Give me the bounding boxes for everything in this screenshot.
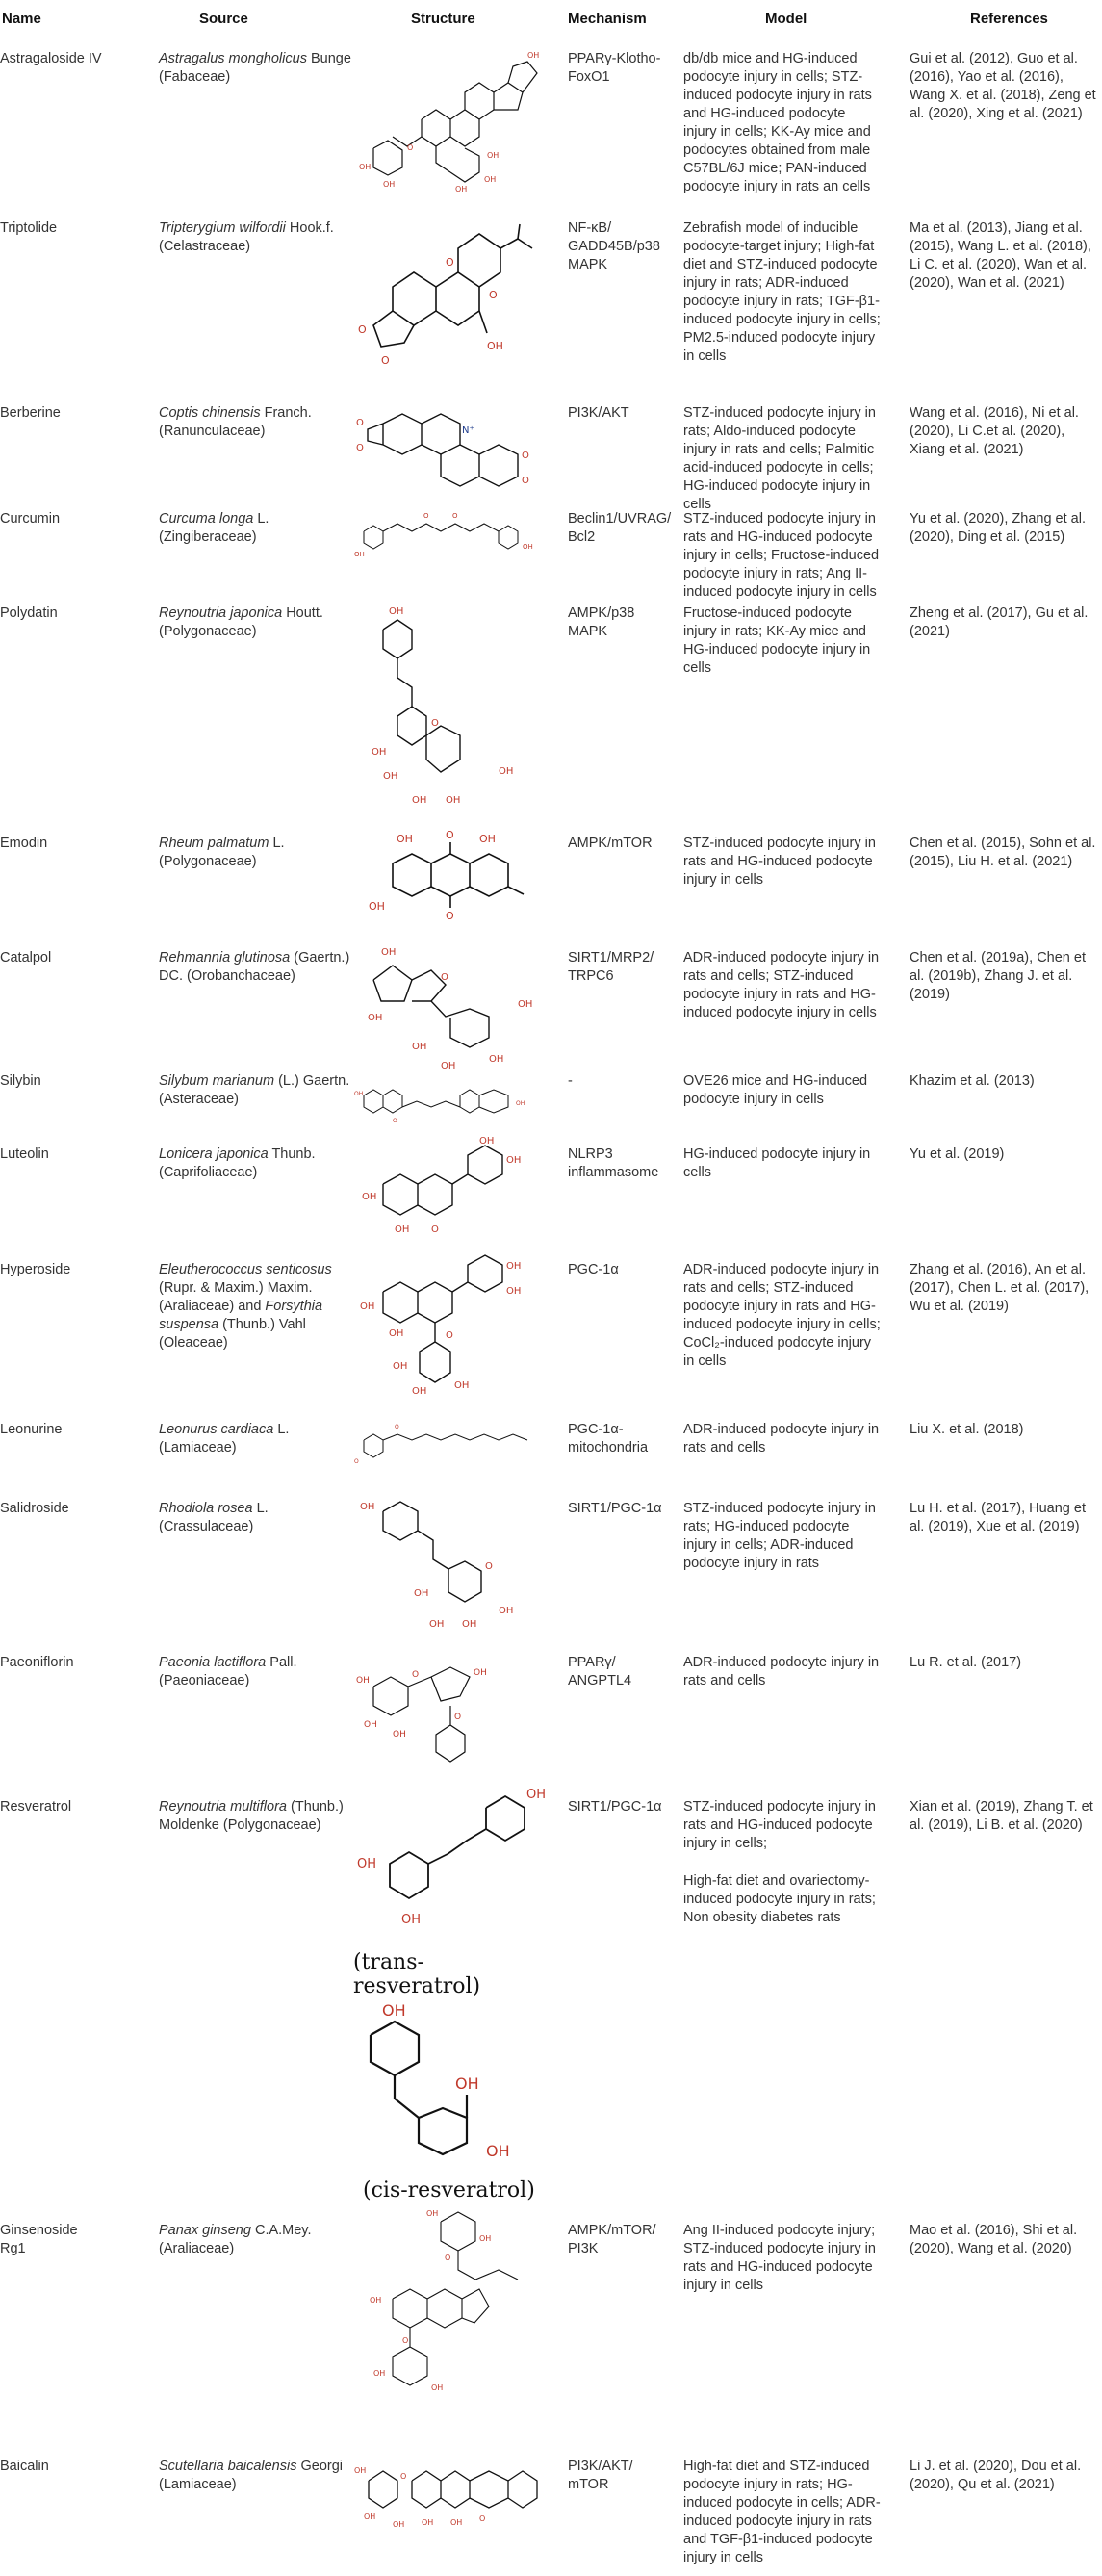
compound-source — [159, 50, 351, 87]
header-name: Name — [2, 11, 41, 27]
compound-source — [159, 404, 351, 441]
table-row — [0, 1490, 1102, 1633]
atom-label: O — [446, 910, 454, 922]
structure-image — [354, 1076, 547, 1124]
structure-image — [354, 42, 547, 196]
atom-label: OH — [401, 1913, 422, 1927]
species-name: Rhodiola rosea — [159, 1501, 253, 1516]
compound-source — [159, 1072, 351, 1109]
model: STZ-induced podocyte injury in rats; HG-induced podocyte injury in cells; ADR-induced podocyte injury in rats — [683, 1501, 876, 1571]
atom-label: OH — [373, 2369, 386, 2378]
atom-label: OH — [412, 1042, 427, 1052]
atom-label: OH — [389, 1328, 404, 1339]
references: Liu X. et al. (2018) — [910, 1422, 1024, 1437]
atom-label: OH — [370, 2296, 382, 2305]
atom-label: OH — [360, 1301, 375, 1312]
species-name: Leonurus cardiaca — [159, 1422, 274, 1437]
table-row — [0, 40, 1102, 196]
mechanism: PI3K/AKT — [568, 405, 629, 421]
source-detail: Franch. (Ranunculaceae) — [159, 405, 312, 439]
references: Lu R. et al. (2017) — [910, 1655, 1022, 1670]
atom-label: O — [400, 2472, 407, 2481]
model-text: STZ-induced podocyte injury in rats and HG-induced podocyte injury in cells; — [683, 1799, 876, 1851]
structure-image — [354, 395, 547, 501]
references: Wang et al. (2016), Ni et al. (2020), Li C.et al. (2020), Xiang et al. (2021) — [910, 405, 1079, 457]
species-name: Tripterygium wilfordii — [159, 220, 286, 236]
table-header — [0, 0, 1102, 39]
species-name: Rheum palmatum — [159, 836, 269, 851]
mechanism: SIRT1/MRP2/ TRPC6 — [568, 950, 654, 984]
source-detail: (Thunb.) Moldenke (Polygonaceae) — [159, 1799, 344, 1833]
compound-name: Berberine — [0, 405, 61, 421]
structure-image — [354, 1136, 547, 1237]
atom-label: O — [358, 323, 367, 336]
atom-label: O — [522, 476, 529, 486]
atom-label: O — [446, 256, 454, 269]
species-name: Reynoutria multiflora — [159, 1799, 287, 1815]
table-row — [0, 1063, 1102, 1140]
atom-label: OH — [369, 900, 385, 913]
compound-name: Resveratrol — [0, 1799, 72, 1815]
model: STZ-induced podocyte injury in rats; Aldo-induced podocyte injury in rats and cells; Palmitic acid-induced podocyte in cells; HG-induced podocyte injury in cells — [683, 405, 876, 512]
model: OVE26 mice and HG-induced podocyte injury in cells — [683, 1073, 868, 1107]
atom-label: O — [412, 1670, 420, 1680]
species-name: Silybum marianum — [159, 1073, 275, 1089]
references: Chen et al. (2015), Sohn et al. (2015), Liu H. et al. (2021) — [910, 836, 1096, 869]
compound-source — [159, 1500, 351, 1536]
mechanism: PI3K/AKT/ mTOR — [568, 2459, 633, 2492]
model: Ang II-induced podocyte injury; STZ-induced podocyte injury in rats and HG-induced podocyte injury in cells — [683, 2223, 876, 2293]
table-row — [0, 1789, 1102, 2212]
table-row — [0, 501, 1102, 600]
atom-label: OH — [446, 795, 461, 806]
atom-label: OH — [383, 180, 396, 189]
model-text: High-fat diet and ovariectomy-induced podocyte injury in rats; Non obesity diabetes rats — [683, 1873, 876, 1925]
references: Ma et al. (2013), Jiang et al. (2015), Wang L. et al. (2018), Li C. et al. (2020), Wan et al. (2020), Wan et al. (2021) — [910, 220, 1091, 291]
header-references: References — [970, 11, 1048, 27]
atom-label: OH — [479, 1136, 495, 1146]
atom-label: OH — [362, 1192, 377, 1202]
compound-name: Paeoniflorin — [0, 1655, 74, 1670]
atom-label: OH — [368, 1013, 383, 1023]
model: Fructose-induced podocyte injury in rats; KK-Ay mice and HG-induced podocyte injury in cells — [683, 605, 871, 676]
atom-label: OH — [383, 771, 398, 782]
atom-label: O — [485, 1561, 493, 1572]
atom-label: O — [479, 2514, 486, 2523]
atom-label: O — [354, 1458, 359, 1465]
atom-label: OH — [527, 51, 540, 60]
atom-label: OH — [499, 766, 514, 777]
compound-source — [159, 510, 351, 547]
atom-label: OH — [479, 2234, 492, 2243]
atom-label: OH — [359, 163, 372, 171]
header-model: Model — [765, 11, 807, 27]
source-detail: Hook.f. (Celastraceae) — [159, 220, 334, 254]
atom-label: OH — [354, 551, 365, 558]
model: ADR-induced podocyte injury in rats and cells — [683, 1422, 880, 1455]
references: Xian et al. (2019), Zhang T. et al. (2019), Li B. et al. (2020) — [910, 1799, 1093, 1833]
mechanism: PGC-1α — [568, 1262, 619, 1277]
source-detail: L. (Polygonaceae) — [159, 836, 285, 869]
structure-image — [354, 601, 547, 822]
atom-label: OH — [357, 1857, 377, 1871]
compound-source — [159, 835, 351, 871]
references: Lu H. et al. (2017), Huang et al. (2019), Xue et al. (2019) — [910, 1501, 1086, 1534]
compound-name: Triptolide — [0, 220, 58, 236]
references: Khazim et al. (2013) — [910, 1073, 1035, 1089]
species-name: Rehmannia glutinosa — [159, 950, 291, 966]
atom-label: OH — [414, 1588, 429, 1599]
references: Yu et al. (2020), Zhang et al. (2020), Ding et al. (2015) — [910, 511, 1086, 545]
atom-label: OH — [462, 1619, 477, 1630]
structure-image — [354, 219, 547, 374]
atom-label: OH — [372, 747, 387, 758]
compound-source — [159, 1798, 351, 1835]
atom-label: O — [431, 1224, 439, 1235]
atom-label: OH — [487, 151, 500, 160]
structure-image — [354, 2452, 547, 2538]
atom-label: OH — [393, 1361, 408, 1372]
atom-label: OH — [364, 2512, 376, 2521]
atom-label: OH — [397, 833, 413, 845]
species-name: Coptis chinensis — [159, 405, 261, 421]
species-name: Paeonia lactiflora — [159, 1655, 267, 1670]
atom-label: O — [454, 1713, 462, 1722]
table-row — [0, 395, 1102, 512]
references: Li J. et al. (2020), Dou et al. (2020), Qu et al. (2021) — [910, 2459, 1082, 2492]
atom-label: N⁺ — [462, 425, 474, 436]
atom-label: OH — [506, 1155, 522, 1166]
atom-label: OH — [516, 1100, 525, 1107]
atom-label: OH — [474, 1668, 487, 1678]
atom-label: OH — [499, 1606, 514, 1616]
source-detail: Thunb. (Caprifoliaceae) — [159, 1146, 316, 1180]
atom-label: OH — [479, 833, 496, 845]
source-detail: Bunge (Fabaceae) — [159, 51, 351, 85]
source-detail: (Thunb.) Vahl (Oleaceae) — [159, 1317, 306, 1351]
atom-label: OH — [441, 1061, 456, 1071]
compound-name: Catalpol — [0, 950, 52, 966]
structure-image — [354, 941, 547, 1076]
model: STZ-induced podocyte injury in rats and HG-induced podocyte injury in cells; Fructose-induced podocyte injury in rats; Ang II-induced podocyte injury in cells — [683, 511, 880, 600]
mechanism: AMPK/p38 MAPK — [568, 605, 635, 639]
atom-label: O — [356, 443, 364, 453]
atom-label: OH — [489, 1054, 504, 1065]
structure-caption: (cis-resveratrol) — [363, 2178, 535, 2202]
compound-source — [159, 1421, 351, 1457]
atom-label: O — [393, 1118, 397, 1124]
model: High-fat diet and STZ-induced podocyte injury in rats; HG-induced podocyte in cells; ADR-induced podocyte injury in rats and TGF-β1-induced podocyte injury in cells — [683, 2459, 881, 2565]
species-name: Scutellaria baicalensis — [159, 2459, 297, 2474]
mechanism: NLRP3 inflammasome — [568, 1146, 659, 1180]
compound-name: Curcumin — [0, 511, 61, 527]
atom-label: OH — [389, 606, 404, 617]
atom-label: O — [356, 418, 364, 428]
structure-caption: (trans-resveratrol) — [353, 1950, 481, 1998]
atom-label: O — [441, 972, 448, 983]
mechanism: SIRT1/PGC-1α — [568, 1501, 662, 1516]
atom-label: OH — [450, 2518, 463, 2527]
structure-image — [354, 1648, 547, 1773]
compound-name: Leonurine — [0, 1422, 63, 1437]
species-name: Panax ginseng — [159, 2223, 251, 2238]
atom-label: OH — [422, 2518, 434, 2527]
species-name: Lonicera japonica — [159, 1146, 269, 1162]
atom-label: O — [395, 1424, 399, 1430]
atom-label: OH — [506, 1286, 522, 1297]
references: Mao et al. (2016), Shi et al. (2020), Wang et al. (2020) — [910, 2223, 1078, 2256]
source-detail: Pall. (Paeoniaceae) — [159, 1655, 297, 1688]
atom-label: O — [446, 1330, 453, 1341]
source-detail: C.A.Mey. (Araliaceae) — [159, 2223, 312, 2256]
atom-label: OH — [382, 2002, 406, 2020]
source-detail: Georgi (Lamiaceae) — [159, 2459, 344, 2492]
compound-name: Silybin — [0, 1073, 41, 1089]
table-row — [0, 210, 1102, 381]
header-source: Source — [199, 11, 248, 27]
structure-image — [354, 1253, 547, 1398]
species-name: Astragalus mongholicus — [159, 51, 307, 66]
header-mechanism: Mechanism — [568, 11, 647, 27]
atom-label: O — [445, 2254, 451, 2262]
atom-label: O — [522, 451, 529, 461]
compound-source — [159, 605, 351, 641]
model: ADR-induced podocyte injury in rats and cells; STZ-induced podocyte injury in rats and HG-induced podocyte injury in cells — [683, 950, 880, 1020]
atom-label: O — [407, 143, 414, 152]
model: Zebrafish model of inducible podocyte-target injury; High-fat diet and STZ-induced podocyte injury in rats; ADR-induced podocyte injury in rats; TGF-β1-induced podocyte injury in cells; PM2.5-induced podocyte injury in cells — [683, 220, 881, 364]
atom-label: O — [402, 2336, 409, 2345]
atom-label: OH — [518, 999, 533, 1010]
header-structure: Structure — [411, 11, 475, 27]
atom-label: OH — [356, 1676, 370, 1686]
atom-label: OH — [364, 1720, 377, 1730]
atom-label: OH — [455, 185, 468, 193]
atom-label: OH — [393, 1730, 406, 1739]
table-row — [0, 1251, 1102, 1401]
mechanism: Beclin1/UVRAG/ Bcl2 — [568, 511, 672, 545]
table-row — [0, 1644, 1102, 1777]
atom-label: OH — [354, 1091, 364, 1097]
mechanism: AMPK/mTOR — [568, 836, 653, 851]
atom-label: OH — [523, 543, 533, 551]
compound-name: Emodin — [0, 836, 48, 851]
compound-name: Hyperoside — [0, 1262, 71, 1277]
source-detail: L. (Crassulaceae) — [159, 1501, 269, 1534]
references: Gui et al. (2012), Guo et al. (2016), Yao et al. (2016), Wang X. et al. (2018), Zeng et al. (2020), Xing et al. (2021) — [910, 51, 1096, 121]
table-row — [0, 2209, 1102, 2392]
atom-label: OH — [354, 2466, 367, 2475]
compound-name: Ginsenoside Rg1 — [0, 2223, 78, 2256]
atom-label: OH — [426, 2209, 439, 2218]
structure-image — [342, 1789, 549, 2202]
atom-label: OH — [360, 1502, 375, 1512]
species-name: Eleutherococcus senticosus — [159, 1262, 332, 1277]
source-detail: (L.) Gaertn. (Asteraceae) — [159, 1073, 350, 1107]
references: Zhang et al. (2016), An et al. (2017), Chen L. et al. (2017), Wu et al. (2019) — [910, 1262, 1089, 1314]
compound-source — [159, 2458, 351, 2494]
atom-label: OH — [526, 1789, 547, 1802]
atom-label: OH — [381, 947, 397, 958]
compound-source — [159, 219, 351, 256]
atom-label: OH — [412, 1386, 427, 1397]
mechanism: SIRT1/PGC-1α — [568, 1799, 662, 1815]
compound-name: Polydatin — [0, 605, 58, 621]
species-name: Forsythia suspensa — [159, 1299, 323, 1332]
compound-name: Luteolin — [0, 1146, 49, 1162]
table-row — [0, 825, 1102, 939]
model — [683, 1798, 881, 1927]
source-detail: L. (Zingiberaceae) — [159, 511, 269, 545]
atom-label: OH — [506, 1261, 522, 1272]
atom-label: OH — [412, 795, 427, 806]
atom-label: O — [446, 829, 454, 841]
model: ADR-induced podocyte injury in rats and cells — [683, 1655, 880, 1688]
atom-label: OH — [455, 2074, 479, 2093]
source-detail: (Gaertn.) DC. (Orobanchaceae) — [159, 950, 350, 984]
table-row — [0, 940, 1102, 1079]
compound-source — [159, 1146, 351, 1182]
atom-label: OH — [486, 2142, 510, 2160]
mechanism: AMPK/mTOR/ PI3K — [568, 2223, 656, 2256]
atom-label: O — [423, 512, 429, 520]
table-row — [0, 595, 1102, 807]
atom-label: O — [452, 512, 458, 520]
structure-image — [354, 1492, 547, 1635]
table-row — [0, 2448, 1102, 2573]
compound-name: Baicalin — [0, 2459, 49, 2474]
structure-image — [354, 825, 547, 933]
atom-label: OH — [454, 1380, 470, 1391]
mechanism: PGC-1α-mitochondria — [568, 1422, 649, 1455]
references: Chen et al. (2019a), Chen et al. (2019b), Zhang J. et al. (2019) — [910, 950, 1086, 1002]
atom-label: OH — [429, 1619, 445, 1630]
structure-image — [354, 504, 547, 562]
atom-label: OH — [393, 2520, 405, 2529]
source-detail: Houtt. (Polygonaceae) — [159, 605, 323, 639]
compound-source — [159, 1261, 351, 1352]
species-name: Curcuma longa — [159, 511, 254, 527]
atom-label: O — [489, 289, 498, 301]
structure-image — [354, 2202, 547, 2400]
model: ADR-induced podocyte injury in rats and cells; STZ-induced podocyte injury in rats and HG-induced podocyte injury in cells; CoCl₂-induced podocyte injury in cells — [683, 1262, 881, 1369]
atom-label: OH — [395, 1224, 410, 1235]
compound-name: Salidroside — [0, 1501, 69, 1516]
compound-source — [159, 2222, 351, 2258]
compound-source — [159, 1654, 351, 1690]
atom-label: O — [431, 718, 439, 729]
source-detail: L. (Lamiaceae) — [159, 1422, 290, 1455]
model: db/db mice and HG-induced podocyte injury in cells; STZ-induced podocyte injury in rats and HG-induced podocyte injury in cells; KK-Ay mice and podocytes obtained from male C57BL/6J mice; PAN-induced podocyte injury in rats an cells — [683, 51, 872, 194]
mechanism: - — [568, 1073, 573, 1089]
references: Yu et al. (2019) — [910, 1146, 1005, 1162]
source-detail: (Rupr. & Maxim.) Maxim. (Araliaceae) and — [159, 1280, 313, 1314]
table-row — [0, 1411, 1102, 1479]
mechanism: PPARγ/ ANGPTL4 — [568, 1655, 632, 1688]
species-name: Reynoutria japonica — [159, 605, 283, 621]
atom-label: OH — [484, 175, 497, 184]
compound-name: Astragaloside IV — [0, 51, 102, 66]
mechanism: PPARγ-Klotho-FoxO1 — [568, 51, 661, 85]
model: HG-induced podocyte injury in cells — [683, 1146, 871, 1180]
compound-source — [159, 949, 351, 986]
atom-label: O — [381, 354, 390, 367]
mechanism: NF-κB/ GADD45B/p38 MAPK — [568, 220, 660, 272]
model: STZ-induced podocyte injury in rats and HG-induced podocyte injury in cells — [683, 836, 876, 888]
atom-label: OH — [487, 340, 503, 352]
references: Zheng et al. (2017), Gu et al. (2021) — [910, 605, 1089, 639]
structure-image — [354, 1419, 547, 1467]
table-row — [0, 1136, 1102, 1237]
atom-label: OH — [431, 2383, 444, 2392]
